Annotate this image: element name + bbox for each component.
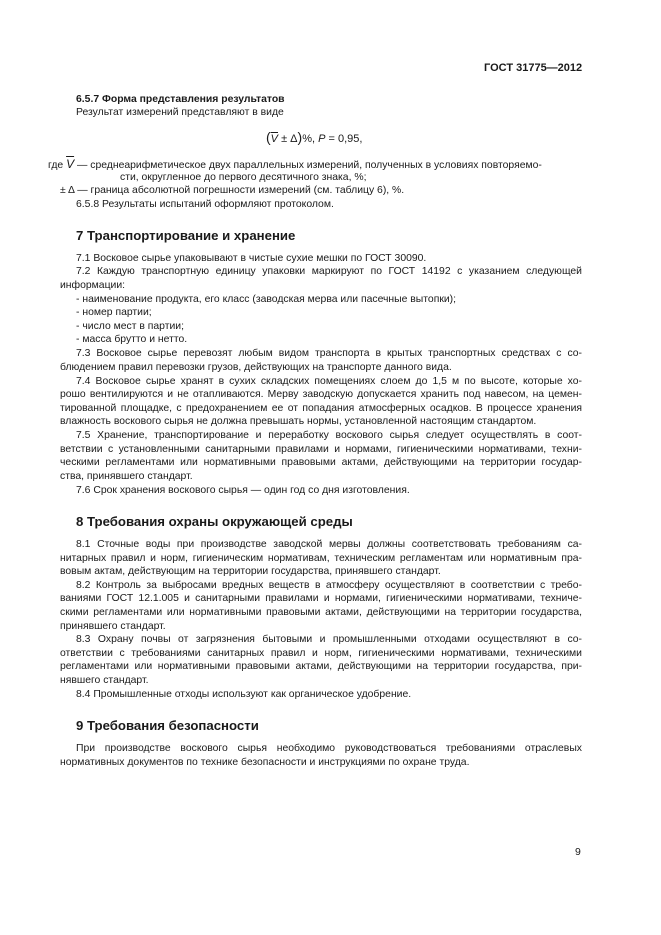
s8-line: 8.2 Контроль за выбросами вредных веществ в атмосферу осуществляют в соответствии с требо- <box>76 580 582 591</box>
document-code: ГОСТ 31775—2012 <box>484 62 583 74</box>
s8-line: 8.1 Сточные воды при производстве заводской мервы должны соответствовать требованиям са- <box>76 539 582 550</box>
s9-line: При производстве воскового сырья необходимо руководствоваться требованиями отраслевых <box>76 743 582 754</box>
formula-rparen: ) <box>297 129 303 145</box>
s7-line: блюдением правил перевозки грузов, действующих на транспорте данного вида. <box>60 362 452 373</box>
section-heading-9: 9 Требования безопасности <box>76 718 259 733</box>
formula-variable: $\overline{V}$ <box>270 133 279 145</box>
formula-lparen: ( <box>266 129 271 145</box>
where-definition: — среднеарифметическое двух параллельных измерений, полученных в условиях повторяемо- <box>74 160 542 171</box>
s7-line: 7.5 Хранение, транспортирование и переработку воскового сырья следует осуществлять в соот- <box>76 430 582 441</box>
s8-line: вовым актам, действующим на территории государства, принявшего стандарт. <box>60 566 441 577</box>
list-item: - наименование продукта, его класс (заводская мерва или пасечные вытопки); <box>76 294 457 305</box>
s8-line: нитарных правил и норм, гигиеническим нормативам, техническим регламентам или нормативным пра- <box>60 553 582 564</box>
s8-line: нявшего стандарт. <box>60 675 149 686</box>
page-number: 9 <box>575 846 581 858</box>
s7-line: тированной площадке, с предохранением ее от попадания атмосферных осадков. В процессе хранения <box>60 403 582 414</box>
s7-line: информации: <box>60 280 126 291</box>
s9-line: нормативных документов по технике безопасности и инструкциями по охране труда. <box>60 757 470 768</box>
s8-line: скими регламентами или нормативными правовыми актами, действующими на территории государства, <box>60 607 582 618</box>
section-heading-8: 8 Требования охраны окружающей среды <box>76 514 353 529</box>
where-variable: $\overline{V}$ <box>66 157 75 171</box>
s7-line: 7.4 Восковое сырье хранят в сухих складских помещениях слоем до 1,5 м по высоте, которые хо- <box>76 376 582 387</box>
s8-line: регламентами или нормативными правовыми актами, действующими на территории государства, при- <box>60 661 582 672</box>
s7-line: 7.3 Восковое сырье перевозят любым видом транспорта в крытых транспортных средствах с со- <box>76 348 582 359</box>
s7-line: 7.2 Каждую транспортную единицу упаковки маркируют по ГОСТ 14192 с указанием следующей <box>76 266 582 277</box>
formula-p-variable: P <box>318 133 326 145</box>
s7-line: ческими регламентами или нормативными правовыми актами, действующими на территории государ- <box>60 457 582 468</box>
formula <box>266 130 362 146</box>
delta-definition: ± Δ — граница абсолютной погрешности измерений (см. таблицу 6), %. <box>60 185 405 196</box>
list-item: - число мест в партии; <box>76 321 184 332</box>
s7-line: ства, принявшего стандарт. <box>60 471 193 482</box>
formula-tail-2: = 0,95, <box>325 133 363 145</box>
list-item: - масса брутто и нетто. <box>76 334 188 345</box>
where-prefix: где <box>48 160 67 171</box>
subsection-title-6-5-7: 6.5.7 Форма представления результатов <box>76 94 285 105</box>
s8-line: ваниями ГОСТ 12.1.005 и санитарными правилами и нормами, гигиеническими нормативами, техниче- <box>60 593 582 604</box>
s7-line: 7.1 Восковое сырье упаковывают в чистые сухие мешки по ГОСТ 30090. <box>76 253 427 264</box>
s7-line: 7.6 Срок хранения воскового сырья — один год со дня изготовления. <box>76 485 410 496</box>
where-line-2: сти, округленное до первого десятичного знака, %; <box>120 172 367 183</box>
s8-line: принявшего стандарт. <box>60 621 166 632</box>
subsection-6-5-8: 6.5.8 Результаты испытаний оформляют протоколом. <box>76 199 334 210</box>
s7-line: ветствии с установленными санитарными правилами и нормами, гигиеническими нормативами, техни- <box>60 444 582 455</box>
section-heading-7: 7 Транспортирование и хранение <box>76 228 296 243</box>
formula-plusminus: ± Δ <box>278 133 298 145</box>
s8-line: 8.3 Охрану почвы от загрязнения бытовыми и промышленными отходами осуществляют в со- <box>76 634 582 645</box>
s8-line: ответствии с требованиями санитарных правил и норм, гигиеническими нормативами, техническими <box>60 648 582 659</box>
s7-line: рошо вентилируются и не отапливаются. Мерву заводскую допускается хранить под навесом, на цемен- <box>60 389 582 400</box>
s7-line: влажность воскового сырья не должна превышать нормы, установленной настоящим стандартом. <box>60 416 537 427</box>
s8-line: 8.4 Промышленные отходы используют как органическое удобрение. <box>76 689 412 700</box>
list-item: - номер партии; <box>76 307 152 318</box>
paragraph-intro: Результат измерений представляют в виде <box>76 107 284 118</box>
formula-tail-1: %, <box>302 133 319 145</box>
